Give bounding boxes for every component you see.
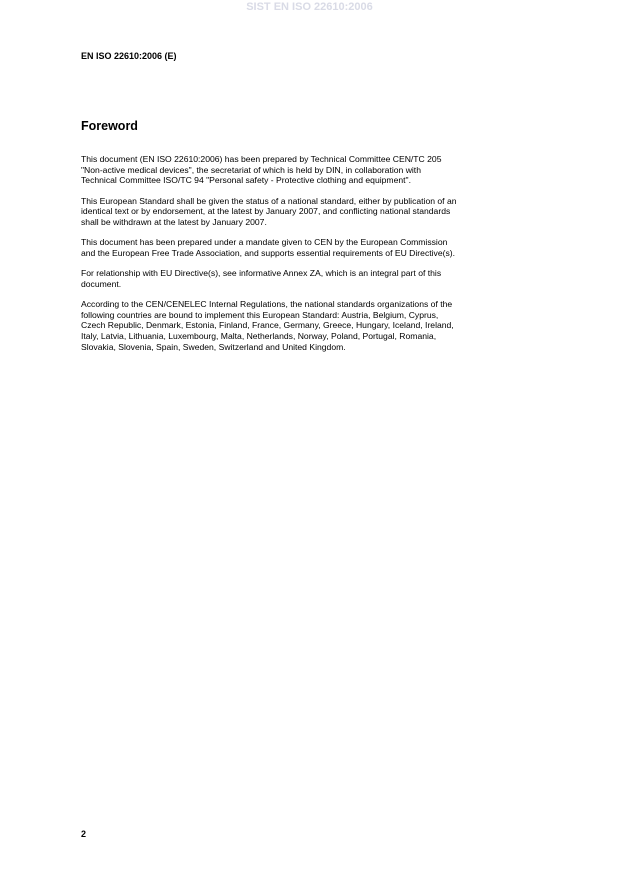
document-id: EN ISO 22610:2006 (E) (81, 51, 177, 61)
section-title: Foreword (81, 119, 138, 133)
page-number: 2 (81, 829, 87, 839)
paragraph-mandate: This document has been prepared under a mandate given to CEN by the European Commission and the European Free Trade Association, and supports essential requirements of EU Directive(s). (81, 237, 456, 258)
paragraph-eu-directive: For relationship with EU Directive(s), see informative Annex ZA, which is an integral part of this document. (81, 268, 442, 289)
watermark: SIST EN ISO 22610:2006 (246, 1, 373, 13)
paragraph-national-implementation: According to the CEN/CENELEC Internal Regulations, the national standards organizations of the following countries are bound to implement this European Standard: Austria, Belgium, Cyprus, Czech Republic, Denmark, Estonia, Finland, France, Germany, Greece, Hungary, Iceland, Ireland, Italy, Latvia, Lithuania, Luxembourg, Malta, Netherlands, Norway, Poland, Portugal, Romania, Slovakia, Slovenia, Spain, Sweden, Switzerland and United Kingdom. (81, 299, 454, 352)
paragraph-status: This European Standard shall be given the status of a national standard, either by publication of an identical text or by endorsement, at the latest by January 2007, and conflicting national standards shall be withdrawn at the latest by January 2007. (81, 195, 457, 228)
paragraph-preparation: This document (EN ISO 22610:2006) has been prepared by Technical Committee CEN/TC 205 "Non-active medical devices", the secretariat of which is held by DIN, in collaboration with Technical Committee ISO/TC 94 "Personal safety - Protective clothing and equipment". (81, 154, 442, 186)
foreword-body (81, 154, 543, 362)
